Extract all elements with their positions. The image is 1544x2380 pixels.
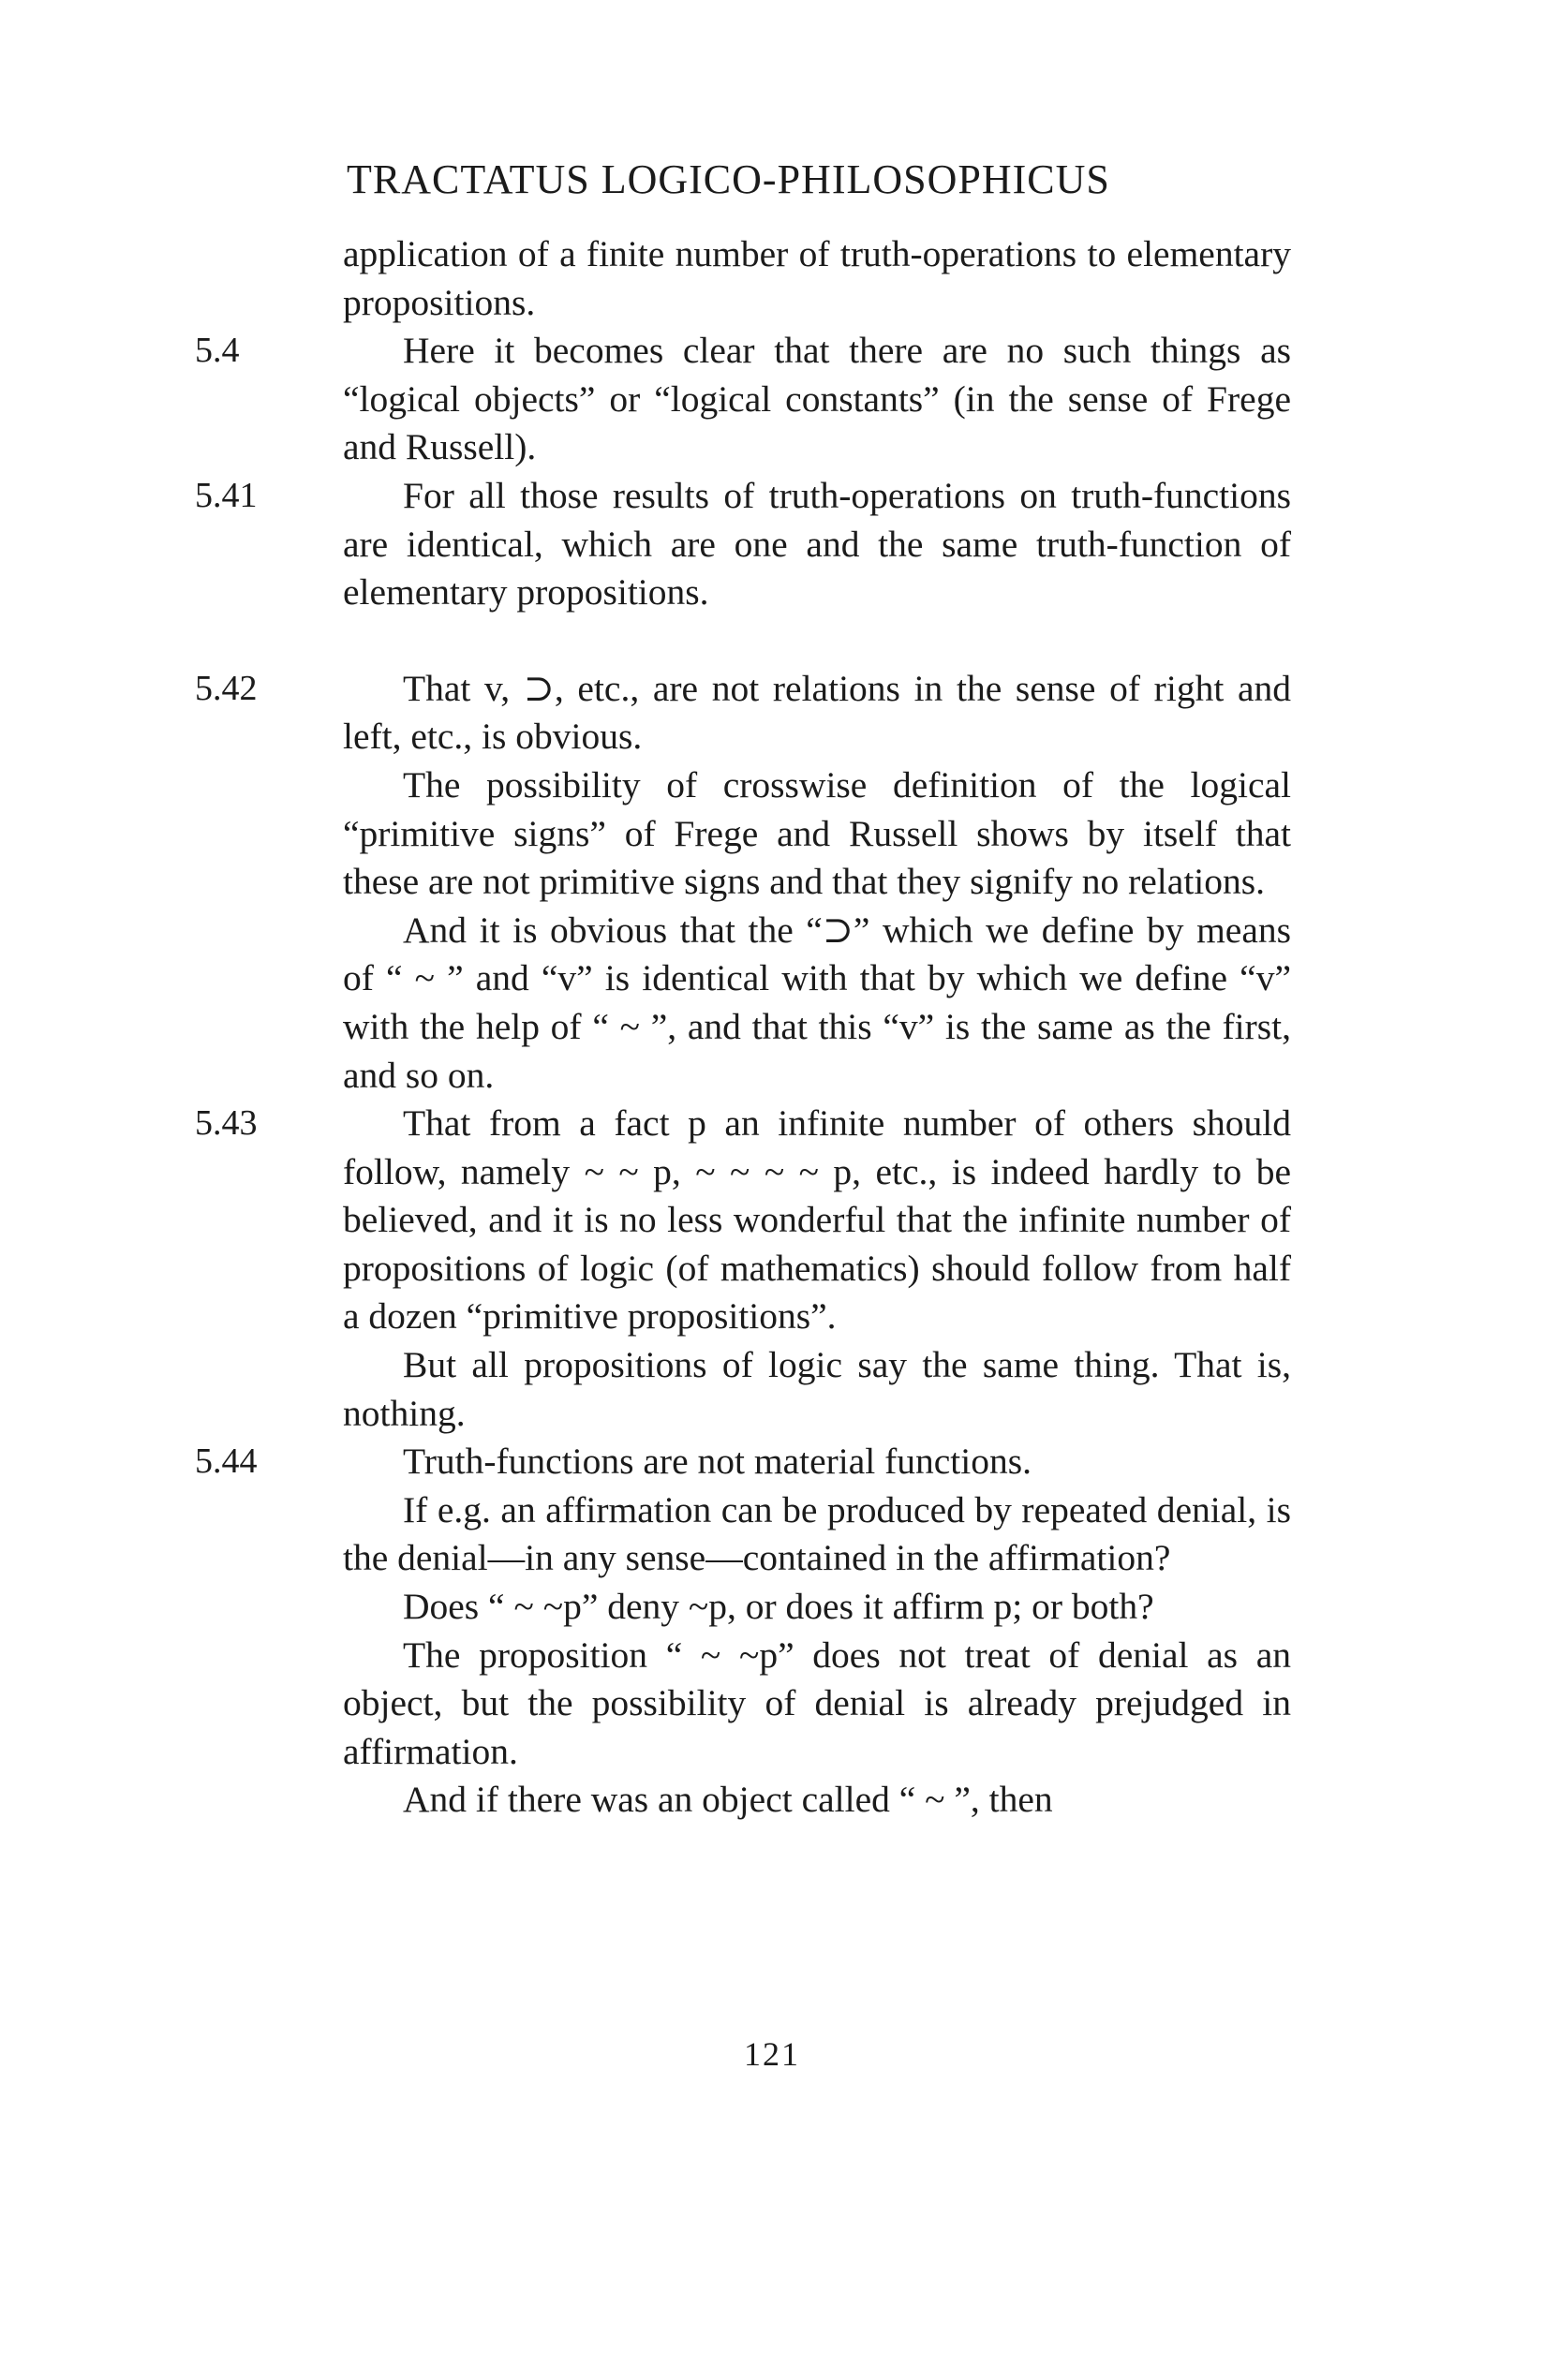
section-gap [343, 617, 1291, 665]
paragraph: Does “ ~ ~p” deny ~p, or does it affirm p; or both? [403, 1586, 1154, 1628]
section-5-44 [195, 1438, 1291, 1825]
section-5-4 [195, 327, 1291, 472]
paragraph: And if there was an object called “ ~ ”, then [403, 1779, 1053, 1821]
paragraph: But all propositions of logic say the same thing. That is, nothing. [343, 1344, 1291, 1434]
running-head: TRACTATUS LOGICO-PHILOSOPHICUS [347, 156, 1110, 202]
paragraph: If e.g. an affirmation can be produced by repeated denial, is the denial—in any sense—contained in the affirmation? [343, 1488, 1291, 1579]
paragraph: Here it becomes clear that there are no such things as “logical objects” or “logical constants” (in the sense of Frege and Russell). [343, 330, 1291, 468]
page-number: 121 [744, 2035, 800, 2073]
paragraph: That from a fact p an infinite number of others should follow, namely ~ ~ p, ~ ~ ~ ~ p, etc., is indeed hardly to be believed, and it is no less wonderful that the infinite number of propositions of logic (of mathematics) should follow from half a dozen “primitive propositions”. [343, 1102, 1291, 1338]
section-number: 5.41 [195, 475, 258, 515]
continuation-paragraph: application of a finite number of truth-operations to elementary propositions. [343, 233, 1291, 323]
body-text [195, 230, 1291, 1825]
paragraph: For all those results of truth-operations on truth-functions are identical, which are one and the same truth-function of elementary propositions. [343, 474, 1291, 613]
section-5-41 [195, 472, 1291, 617]
section-5-43 [195, 1100, 1291, 1438]
paragraph: The proposition “ ~ ~p” does not treat of denial as an object, but the possibility of denial is already prejudged in affirmation. [343, 1633, 1291, 1772]
section-number: 5.44 [195, 1441, 258, 1482]
section-number: 5.42 [195, 668, 258, 708]
paragraph: That v, ⊃, etc., are not relations in the sense of right and left, etc., is obvious. [343, 667, 1291, 758]
section-5-42 [195, 665, 1291, 1100]
section-number: 5.4 [195, 331, 240, 371]
paragraph: The possibility of crosswise definition of the logical “primitive signs” of Frege and Russell shows by itself that these are not primitive signs and that they signify no relations. [343, 763, 1291, 903]
section-number: 5.43 [195, 1103, 258, 1144]
paragraph: And it is obvious that the “⊃” which we define by means of “ ~ ” and “v” is identical with that by which we define “v” with the help of “ ~ ”, and that this “v” is the same as the first, and so on. [343, 909, 1291, 1096]
paragraph: Truth-functions are not material functions. [403, 1441, 1032, 1483]
